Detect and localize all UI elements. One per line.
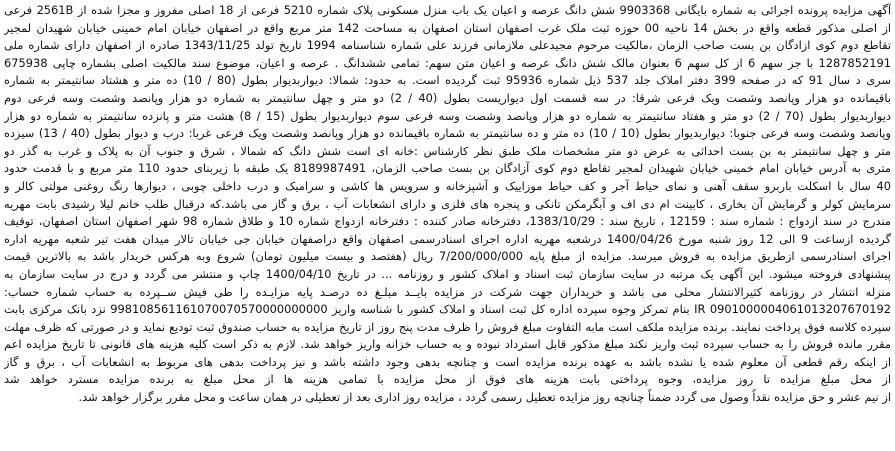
notice-line-15: اجرای اسنادرسمی ازطریق مزایده به فروش میرسد. مزایده از مبلغ پایه 7/200/000/000 ریال (هفتصد و بیست میلیون تومان) شروع وبه هرکس خریدار باشد به بالاترین قیمت [4, 249, 891, 264]
notice-line-20: مقرر مانده فروش را به حساب سپرده ثبت واریز نکند مبلغ مذکور قابل استرداد نبوده و به حساب خزانه واریز خواهد شد. لازم به ذکر است کلیه هزینه های قانونی تا تاریخ مزایده اعم [4, 337, 891, 352]
notice-line-21: از اینکه رقم قطعی آن معلوم شده یا نشده باشد به عهده برنده مزایده است و چنانچه بدهی وجود داشته باشد و نیز پرداخت بدهی های مربوط به انشعابات آب ، برق و گاز [4, 354, 891, 369]
notice-line-7: دیواربدیوار بطول (70 / 2) دو متر و هفتاد سانتیمتر به شماره دو هزار وپانصد وشصت وسه فرعی سوم دیواربدیوار بطول (15 / 8) هشت متر و پانزده سانتیمتر به شماره دو هزار [4, 108, 891, 123]
notice-line-12: سرمایش کولر و گرمایش آن بخاری ، کابینت ام دی اف و آبگرمکن تانکی و پنجره های فلزی و دارای انشعابات آب ، برق و گاز می باشد.که درقبال طلب خانم لیلا رشیدی بابت مهریه [4, 196, 891, 211]
notice-line-13: مندرج در سند ازدواج : شماره سند : 12159 ، تاریخ سند : 1383/10/29، دفترخانه صادر کننده : دفترخانه ازدواج شماره 10 و طلاق شماره 98 شهر اصفهان استان اصفهان، توقیف [4, 214, 891, 229]
notice-line-9: متر و چهل سانتیمتر به بن بست احداثی به عرض دو متر مشخصات ملک طبق نظر کارشناس :خانه ای است شش دانگ که شمالا ، شرق و جنوب آن به پلاک و غرب به گذر دو [4, 143, 891, 158]
notice-line-8: وپانصد وشصت وسه فرعی جنوبا: دیواربدیوار بطول (10 / 10) ده متر و ده سانتیمتر به شماره باقیمانده دو هزار وپانصد وشصت ویک فرعی غربا: درب و دیوار بطول (40 / 13) سیزده [4, 126, 891, 141]
notice-line-18: IR 0901000004061013207670192 بنام تمرکز وجوه سپرده اداره کل ثبت اسناد و املاک کشور با شناسه واریز 998108561161070070570000000000 نزد بانک مرکزی بابت [4, 302, 891, 317]
notice-line-14: گردیده ازساعت 9 الی 12 روز شنبه مورخ 1400/04/26 درشعبه مهریه اداره اجرای اسنادرسمی اصفهان واقع دراصفهان خیابان جی خیابان تالار میدان هفت تیر شعبه مهریه اداره [4, 231, 891, 246]
notice-line-22: از محل مبلغ مزایده تا روز مزایده، وجوه پرداختی بابت هزینه های فوق از محل مزایده با تمامی هزینه ها از محل مبلغ به برنده مزایده مسترد خواهد شد [4, 372, 891, 387]
notice-line-16: پیشنهادی فروخته میشود. این آگهی یک مرتبه در سایت سازمان ثبت اسناد و املاک کشور و روزنامه ... در تاریخ 1400/04/10 چاپ و منتشر می گردد و درج در سایت سازمان به [4, 266, 891, 281]
notice-line-5: سری د سال 91 که در صفحه 399 دفتر املاک جلد 537 ذیل شماره 95936 ثبت گردیده است. به حدود: شمالا: دیواربدیوار بطول (80 / 10) ده متر و هشتاد سانتیمتر به شماره [4, 73, 891, 88]
notice-line-11: 40 سال با اسکلت باربرو سقف آهنی و نمای حیاط آجر و کف حیاط موزاییک و آشپزخانه و سرویس ها کاشی و سرامیک و درب داخلی چوبی ، دیوارها رنگ روغنی مولتی کالر و [4, 178, 891, 193]
auction-notice [4, 0, 891, 407]
notice-line-19: سپرده کلاسه فوق پرداخت نمایند. برنده مزایده ملکف است مابه التفاوت مبلغ فروش را ظرف مدت پنج روز از تاریخ مزایده به حساب صندوق ثبت تودیع نماید و در صورتی که ظرف مهلت [4, 319, 891, 334]
notice-line-23: از نیم عشر و حق مزایده نقداً وصول می گردد ضمناً چنانچه روز مزایده تعطیل رسمی گردد ، مزایده روز اداری بعد از تعطیلی در همان ساعت و محل مقرر برگزار خواهد شد. [78, 390, 891, 405]
notice-line-6: باقیمانده دو هزار وپانصد وشصت ویک فرعی شرقا: در سه قسمت اول دیواریست بطول (40 / 2) دو متر و چهل سانتیمتر به شماره دو هزار وپانصد وشصت وسه فرعی دوم [4, 90, 891, 105]
notice-line-2: از اصلی مذکور قطعه واقع در بخش 14 ناحیه 00 حوزه ثبت ملک غرب اصفهان استان اصفهان به مساحت 142 متر مربع واقع در اصفهان خیابان امام خمینی خیابان شهیدان لمجیر [4, 20, 891, 35]
notice-line-3: تقاطع دوم کوی ازادگان بن بست صاحب الزمان ،مالکیت مرحوم مجیدعلی ملازمانی فرزند علی شماره شناسنامه 1994 تاریخ تولد 1343/11/25 صادره از اصفهان دارای شماره ملی [4, 38, 891, 53]
notice-line-1: آگهی مزایده پرونده اجرائی به شماره بایگانی 9903368 شش دانگ عرصه و اعیان یک باب منزل مسکونی پلاک شماره 5210 فرعی از 18 اصلی مفروز و مجزا شده از 2561B فرعی [4, 3, 891, 17]
notice-line-10: متری به آدرس خیابان امام خمینی خیابان شهیدان لمجیر تقاطع دوم کوی آزادگان بن بست صاحب الزمان، 8189987491 یک طبقه با زیربنای حدود 110 متر مربع و با قدمت حدود [4, 161, 891, 176]
notice-line-4: 1287852191 با جز سهم 6 از کل سهم 6 بعنوان مالک شش دانگ عرصه و اعیان متن سهم: تمامی ششدانگ . عرصه و اعیان، موضوع سند مالکیت اصلی بشماره چاپی 675938 [4, 55, 891, 70]
notice-line-17: منزله انتشار در روزنامه کثیرالانتشار محلی می باشد و خریداران جهت شرکت در مزایده بایــد مبلـغ ده درصـد پایه مزایـده را طی فیش ســپرده به حساب شماره حساب: [4, 284, 891, 299]
